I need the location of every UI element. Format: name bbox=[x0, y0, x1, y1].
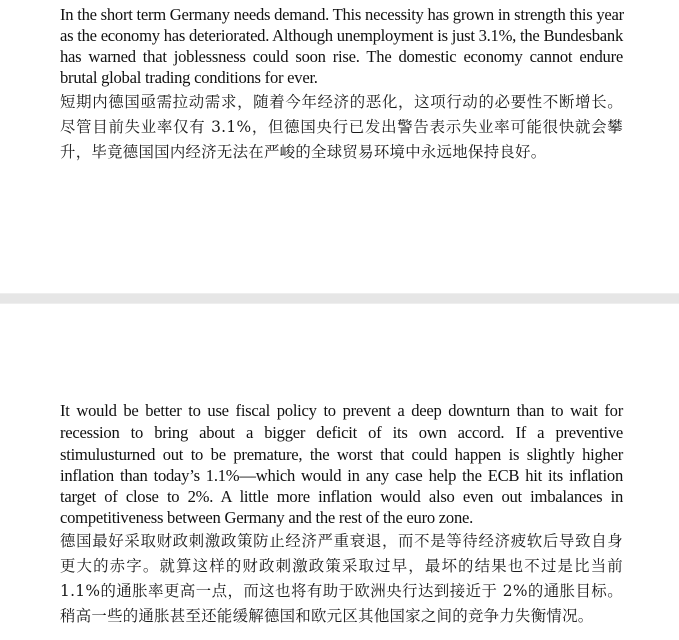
text-line: competitiveness between Germany and the rest of the euro zone. bbox=[60, 508, 474, 527]
document-page-top bbox=[0, 0, 679, 293]
text-line: has warned that joblessness could soon rise. The domestic economy cannot endure bbox=[60, 47, 623, 66]
text-line: It would be better to use fiscal policy to prevent a deep downturn than to wait for bbox=[60, 401, 623, 420]
document-page-bottom bbox=[0, 304, 679, 640]
text-line: inflation than today’s 1.1%—which would in any case help the ECB hit its inflation bbox=[60, 466, 623, 485]
text-line: 升，毕竟德国国内经济无法在严峻的全球贸易环境中永远地保持良好。 bbox=[60, 143, 547, 161]
text-line: as the economy has deteriorated. Although unemployment is just 3.1%, the Bundesbank bbox=[60, 26, 623, 45]
text-line: target of close to 2%. A little more inflation would also even out imbalances in bbox=[60, 487, 623, 506]
text-line: 1.1%的通胀率更高一点，而这也将有助于欧洲央行达到接近于 2%的通胀目标。 bbox=[60, 582, 623, 600]
text-line: 稍高一些的通胀甚至还能缓解德国和欧元区其他国家之间的竞争力失衡情况。 bbox=[60, 607, 594, 625]
text-line: 更大的赤字。就算这样的财政刺激政策采取过早，最坏的结果也不过是比当前 bbox=[60, 557, 623, 575]
text-line: brutal global trading conditions for ever. bbox=[60, 68, 318, 87]
text-line: 德国最好采取财政刺激政策防止经济严重衰退，而不是等待经济疲软后导致自身 bbox=[60, 532, 623, 550]
text-line: stimulusturned out to be premature, the worst that could happen is slightly higher bbox=[60, 445, 623, 464]
text-line: recession to bring about a bigger deficit of its own accord. If a preventive bbox=[60, 423, 623, 442]
text-line: 短期内德国亟需拉动需求，随着今年经济的恶化，这项行动的必要性不断增长。 bbox=[60, 93, 623, 111]
text-line: 尽管目前失业率仅有 3.1%，但德国央行已发出警告表示失业率可能很快就会攀 bbox=[60, 118, 623, 136]
page-separator bbox=[0, 293, 679, 304]
text-line: In the short term Germany needs demand. This necessity has grown in strength this year bbox=[60, 5, 624, 24]
